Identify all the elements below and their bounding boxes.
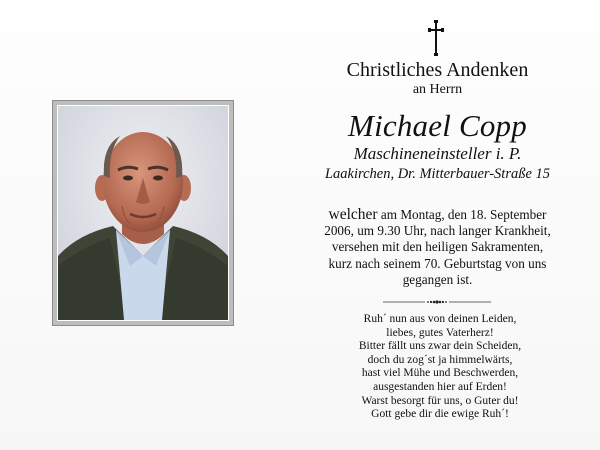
obituary-line: kurz nach seinem 70. Geburtstag von uns bbox=[328, 255, 547, 271]
obituary-line: gegangen ist. bbox=[402, 271, 473, 287]
cross-icon bbox=[426, 20, 446, 56]
ornamental-divider bbox=[383, 299, 491, 305]
poem-line: liebes, gutes Vaterherz! bbox=[386, 326, 494, 339]
deceased-occupation: Maschineneinsteller i. P. bbox=[353, 144, 522, 163]
poem-line: Warst besorgt für uns, o Guter du! bbox=[361, 394, 519, 407]
poem-line: Gott gebe dir die ewige Ruh´! bbox=[371, 408, 509, 421]
obituary-line bbox=[315, 207, 560, 223]
portrait-illustration bbox=[58, 106, 228, 320]
portrait-photo-frame bbox=[52, 100, 234, 326]
deceased-name: Michael Copp bbox=[348, 108, 527, 143]
obituary-line: 2006, um 9.30 Uhr, nach langer Krankheit, bbox=[324, 223, 551, 239]
obituary-line-1-rest: am Montag, den 18. September bbox=[377, 207, 547, 222]
portrait-photo bbox=[57, 105, 229, 321]
obituary-text bbox=[315, 207, 560, 288]
obituary-line: versehen mit den heiligen Sakramenten, bbox=[331, 239, 544, 255]
obituary-first-word: welcher bbox=[328, 206, 378, 223]
memorial-poem bbox=[320, 313, 560, 422]
poem-line: hast viel Mühe und Beschwerden, bbox=[361, 367, 519, 380]
card-heading: Christliches Andenken bbox=[346, 59, 529, 81]
card-subheading: an Herrn bbox=[412, 82, 463, 97]
poem-line: ausgestanden hier auf Erden! bbox=[373, 380, 507, 393]
poem-line: doch du zog´st ja himmelwärts, bbox=[367, 353, 513, 366]
poem-line: Bitter fällt uns zwar dein Scheiden, bbox=[358, 340, 522, 353]
deceased-address: Laakirchen, Dr. Mitterbauer-Straße 15 bbox=[324, 166, 551, 182]
poem-line: Ruh´ nun aus von deinen Leiden, bbox=[363, 313, 517, 325]
